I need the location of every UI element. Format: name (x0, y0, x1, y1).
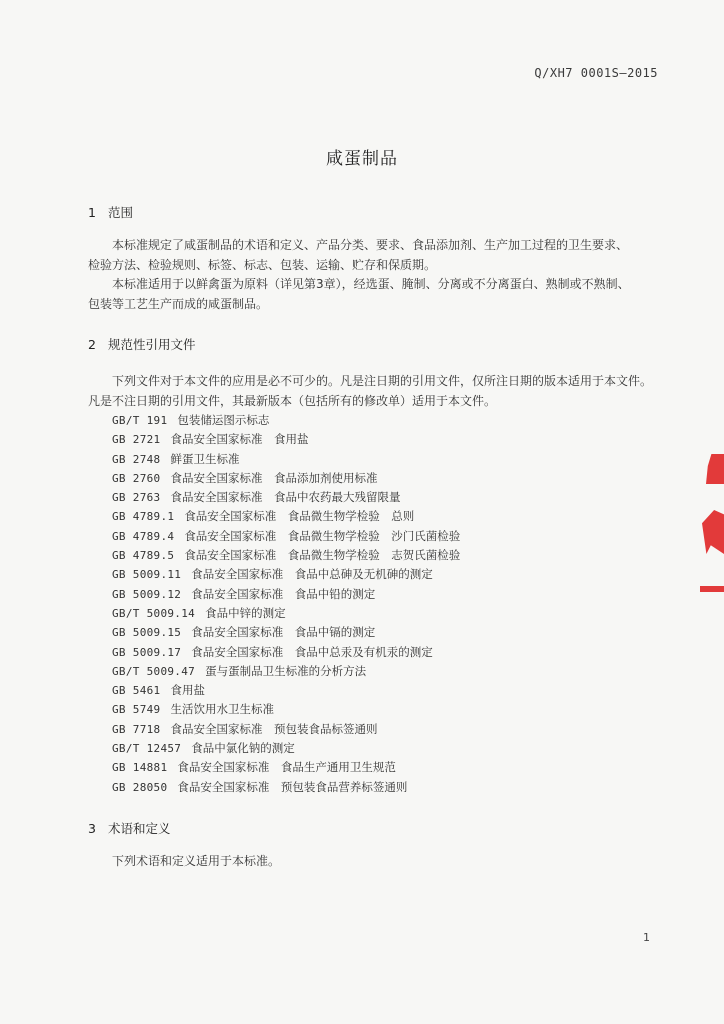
reference-code: GB 14881 (112, 761, 168, 775)
document-title: 咸蛋制品 (326, 149, 398, 169)
section-title: 术语和定义 (108, 821, 171, 836)
reference-item (112, 700, 460, 719)
reference-code: GB 4789.5 (112, 549, 175, 563)
reference-code: GB/T 12457 (112, 742, 182, 756)
reference-name: 食品安全国家标准 食品中总砷及无机砷的测定 (191, 567, 433, 582)
reference-code: GB 5009.15 (112, 626, 182, 640)
reference-item (112, 662, 460, 681)
reference-code: GB 5009.11 (112, 568, 182, 582)
paragraph-line: 本标准规定了咸蛋制品的术语和定义、产品分类、要求、食品添加剂、生产加工过程的卫生要求、 (112, 238, 629, 252)
scope-paragraph-1 (88, 236, 664, 275)
section-title: 范围 (108, 205, 134, 220)
reference-item (112, 643, 460, 662)
paragraph-line: 下列文件对于本文件的应用是必不可少的。凡是注日期的引用文件，仅所注日期的版本适用于本文件。 (112, 374, 653, 388)
reference-code: GB 2760 (112, 471, 161, 485)
reference-item (112, 720, 460, 739)
reference-item (112, 507, 460, 526)
terms-paragraph (88, 852, 664, 872)
reference-item (112, 469, 460, 488)
reference-code: GB 2721 (112, 433, 161, 447)
section-heading-scope (88, 203, 133, 221)
reference-item (112, 604, 460, 623)
reference-code: GB/T 191 (112, 414, 168, 427)
paragraph-line: 包装等工艺生产而成的咸蛋制品。 (88, 296, 269, 311)
reference-list (112, 411, 460, 797)
reference-code: GB 4789.4 (112, 529, 175, 543)
reference-item (112, 739, 460, 758)
reference-code: GB 2748 (112, 452, 161, 466)
references-intro-paragraph (88, 372, 664, 411)
reference-item (112, 565, 460, 584)
red-seal-fragment-icon (696, 448, 724, 608)
section-number: 1 (88, 205, 96, 220)
reference-name: 食用盐 (170, 683, 205, 698)
reference-name: 食品安全国家标准 食品中镉的测定 (191, 625, 376, 640)
reference-code: GB 2763 (112, 491, 161, 505)
reference-code: GB 5749 (112, 703, 161, 717)
section-title: 规范性引用文件 (108, 337, 196, 352)
scope-paragraph-2 (88, 275, 664, 314)
reference-item (112, 585, 460, 604)
reference-name: 蛋与蛋制品卫生标准的分析方法 (205, 663, 367, 678)
reference-code: GB 4789.1 (112, 510, 175, 524)
reference-code: GB 5009.17 (112, 645, 182, 659)
section-heading-normative-references (88, 335, 196, 353)
reference-name: 食品安全国家标准 预包装食品营养标签通则 (177, 779, 408, 794)
paragraph-line: 检验方法、检验规则、标签、标志、包装、运输、贮存和保质期。 (88, 257, 437, 272)
reference-name: 食品中锌的测定 (205, 605, 286, 620)
paragraph-line: 下列术语和定义适用于本标准。 (112, 854, 281, 868)
reference-item (112, 778, 460, 797)
reference-name: 鲜蛋卫生标准 (170, 451, 240, 466)
reference-name: 食品安全国家标准 食品微生物学检验 沙门氏菌检验 (184, 528, 461, 543)
reference-code: GB/T 5009.14 (112, 606, 196, 620)
reference-name: 包装储运图示标志 (177, 413, 270, 427)
reference-name: 食品安全国家标准 食品生产通用卫生规范 (177, 760, 396, 775)
reference-item (112, 430, 460, 449)
paragraph-line: 本标准适用于以鲜禽蛋为原料（详见第3章），经选蛋、腌制、分离或不分离蛋白、熟制或不熟制、 (112, 277, 630, 291)
standard-code: Q/XH7 0001S—2015 (534, 66, 658, 80)
reference-name: 食品安全国家标准 食品中农药最大残留限量 (170, 490, 401, 505)
reference-item (112, 546, 460, 565)
reference-code: GB 7718 (112, 722, 161, 736)
reference-code: GB 5009.12 (112, 587, 182, 601)
reference-code: GB 28050 (112, 780, 168, 794)
reference-name: 食品安全国家标准 食品微生物学检验 志贺氏菌检验 (184, 548, 461, 563)
reference-item (112, 758, 460, 777)
section-number: 3 (88, 821, 96, 836)
section-number: 2 (88, 337, 96, 352)
reference-name: 食品安全国家标准 食品中总汞及有机汞的测定 (191, 644, 433, 659)
reference-item (112, 527, 460, 546)
paragraph-line: 凡是不注日期的引用文件，其最新版本（包括所有的修改单）适用于本文件。 (88, 393, 497, 408)
reference-code: GB/T 5009.47 (112, 664, 196, 678)
reference-item (112, 681, 460, 700)
reference-name: 生活饮用水卫生标准 (170, 702, 274, 717)
reference-item (112, 623, 460, 642)
reference-name: 食品安全国家标准 预包装食品标签通则 (170, 721, 378, 736)
reference-code: GB 5461 (112, 684, 161, 698)
page-number: 1 (643, 931, 650, 944)
reference-item (112, 488, 460, 507)
reference-item (112, 411, 460, 430)
reference-item (112, 450, 460, 469)
reference-name: 食品安全国家标准 食品中铅的测定 (191, 586, 376, 601)
reference-name: 食品安全国家标准 食用盐 (170, 432, 309, 447)
section-heading-terms-definitions (88, 819, 171, 837)
reference-name: 食品中氯化钠的测定 (191, 741, 295, 756)
reference-name: 食品安全国家标准 食品添加剂使用标准 (170, 470, 378, 485)
reference-name: 食品安全国家标准 食品微生物学检验 总则 (184, 509, 415, 524)
